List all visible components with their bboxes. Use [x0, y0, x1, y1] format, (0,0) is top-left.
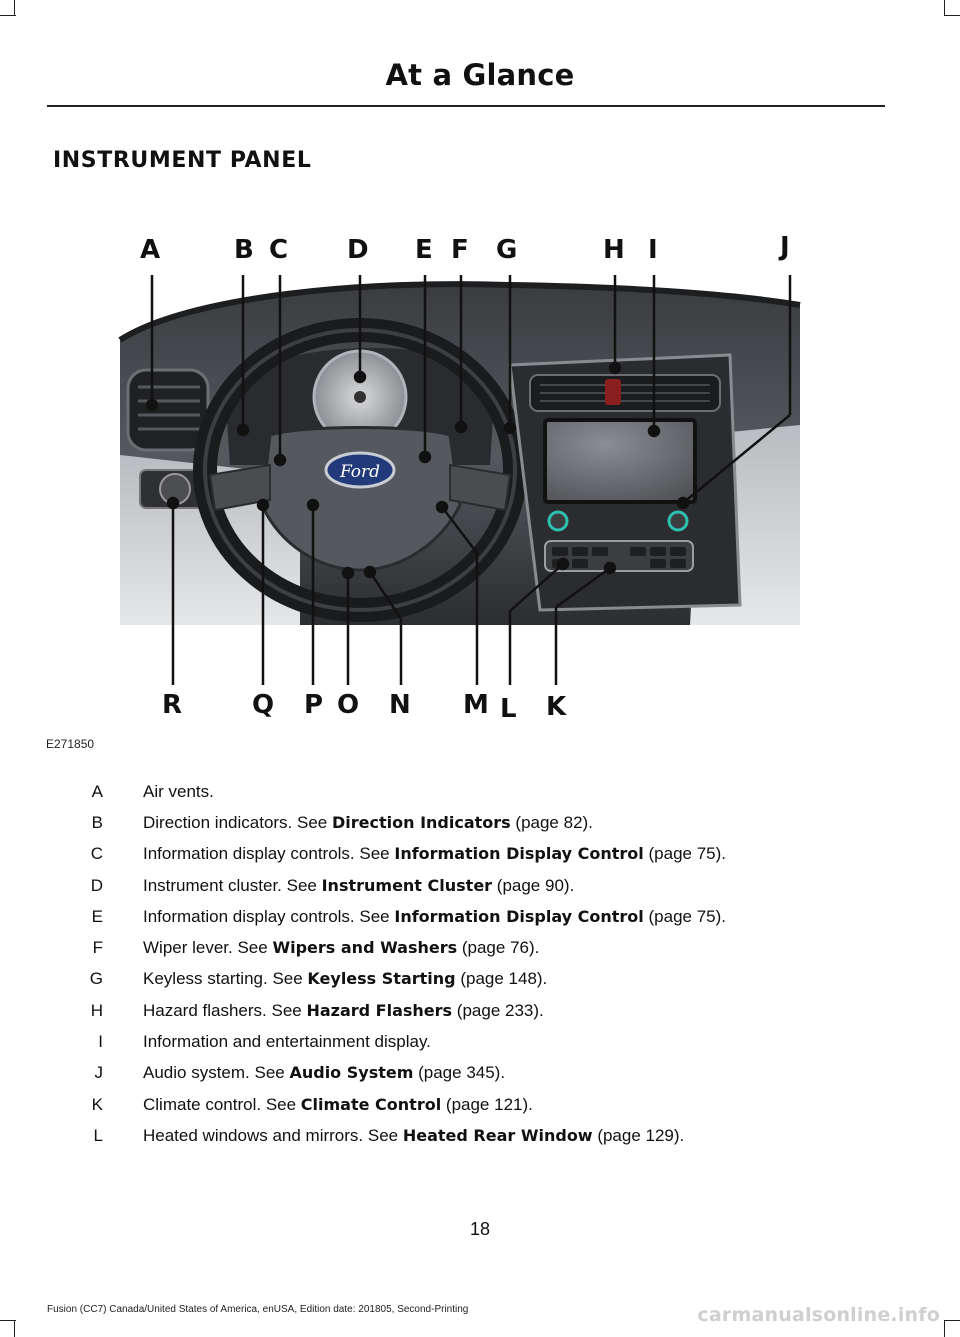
callout-f: F	[451, 235, 469, 265]
legend-item	[0, 811, 960, 842]
legend-text: Heated windows and mirrors. See Heated Rear Window (page 129).	[143, 1126, 685, 1145]
legend-letter: E	[91, 907, 103, 926]
legend-text: Information display controls. See Information Display Control (page 75).	[143, 907, 727, 926]
legend-item	[0, 1030, 960, 1061]
callout-e: E	[415, 235, 433, 265]
callout-r: R	[162, 690, 183, 720]
legend-item	[0, 936, 960, 967]
legend-item	[0, 780, 960, 811]
legend-item	[0, 874, 960, 905]
legend-letter: B	[91, 813, 103, 832]
legend-letter: H	[90, 1001, 103, 1020]
legend-text: Hazard flashers. See Hazard Flashers (page 233).	[143, 1001, 544, 1020]
left-air-vent	[128, 370, 208, 450]
cross-reference-link[interactable]: Information Display Control	[394, 907, 644, 926]
callout-o: O	[337, 690, 360, 720]
header-rule	[47, 105, 885, 107]
callout-d: D	[347, 235, 369, 265]
legend-item	[0, 1061, 960, 1092]
legend-item	[0, 1124, 960, 1155]
watermark: carmanualsonline.info	[697, 1304, 940, 1326]
legend-letter: L	[93, 1126, 103, 1145]
cross-reference-link[interactable]: Direction Indicators	[331, 813, 511, 832]
legend-letter: C	[90, 844, 103, 863]
crop-mark	[944, 0, 945, 16]
legend-item	[0, 967, 960, 998]
cross-reference-link[interactable]: Climate Control	[300, 1095, 442, 1114]
legend-text: Information and entertainment display.	[143, 1032, 431, 1051]
footer-edition-text: Fusion (CC7) Canada/United States of America, enUSA, Edition date: 201805, Second-Printing	[47, 1304, 469, 1315]
legend-item	[0, 842, 960, 873]
callout-h: H	[603, 235, 625, 265]
page-number: 18	[469, 1219, 491, 1239]
legend-letter: A	[91, 782, 103, 801]
crop-mark	[0, 15, 16, 16]
volume-knob	[549, 512, 567, 530]
callout-g: G	[496, 235, 518, 265]
callout-k: K	[546, 692, 567, 722]
instrument-panel-illustration	[40, 225, 920, 730]
callout-q: Q	[252, 690, 275, 720]
legend-item	[0, 905, 960, 936]
tune-knob	[669, 512, 687, 530]
legend-letter: J	[94, 1063, 103, 1082]
legend-text: Keyless starting. See Keyless Starting (page 148).	[143, 969, 548, 988]
callout-b: B	[234, 235, 254, 265]
crop-mark	[944, 1320, 945, 1337]
callout-i: I	[648, 235, 658, 265]
callout-l: L	[500, 694, 517, 724]
legend-text: Audio system. See Audio System (page 345).	[143, 1063, 506, 1082]
crop-mark	[14, 1320, 15, 1337]
section-title: INSTRUMENT PANEL	[53, 148, 312, 173]
cross-reference-link[interactable]: Hazard Flashers	[306, 1001, 453, 1020]
hazard-button	[605, 379, 621, 405]
legend-item	[0, 1093, 960, 1124]
callout-m: M	[463, 690, 489, 720]
callout-n: N	[389, 690, 411, 720]
cross-reference-link[interactable]: Heated Rear Window	[402, 1126, 593, 1145]
cross-reference-link[interactable]: Audio System	[289, 1063, 414, 1082]
callout-j: J	[780, 232, 790, 262]
callout-a: A	[140, 235, 161, 265]
crop-mark	[944, 15, 960, 16]
cross-reference-link[interactable]: Wipers and Washers	[272, 938, 458, 957]
touch-screen-display	[545, 420, 695, 502]
cross-reference-link[interactable]: Instrument Cluster	[321, 876, 493, 895]
legend-letter: D	[90, 876, 103, 895]
instrument-panel-drawing	[40, 225, 920, 730]
legend-letter: G	[89, 969, 103, 988]
legend-letter: F	[92, 938, 103, 957]
figure-id: E271850	[46, 737, 95, 751]
page-header-title: At a Glance	[385, 58, 575, 92]
cross-reference-link[interactable]: Keyless Starting	[307, 969, 456, 988]
legend-text: Instrument cluster. See Instrument Cluster (page 90).	[143, 876, 575, 895]
cross-reference-link[interactable]: Information Display Control	[394, 844, 644, 863]
legend-text: Climate control. See Climate Control (page 121).	[143, 1095, 533, 1114]
crop-mark	[14, 0, 15, 16]
callout-c: C	[269, 235, 289, 265]
legend-letter: I	[98, 1032, 103, 1051]
ford-logo-text: Ford	[339, 462, 381, 482]
legend-letter: K	[91, 1095, 103, 1114]
legend-text: Direction indicators. See Direction Indicators (page 82).	[143, 813, 593, 832]
callout-p: P	[304, 690, 324, 720]
legend-text: Air vents.	[143, 782, 214, 801]
crop-mark	[944, 1320, 960, 1321]
legend-text: Information display controls. See Information Display Control (page 75).	[143, 844, 727, 863]
crop-mark	[0, 1320, 16, 1321]
legend-text: Wiper lever. See Wipers and Washers (page 76).	[143, 938, 540, 957]
legend-item	[0, 999, 960, 1030]
